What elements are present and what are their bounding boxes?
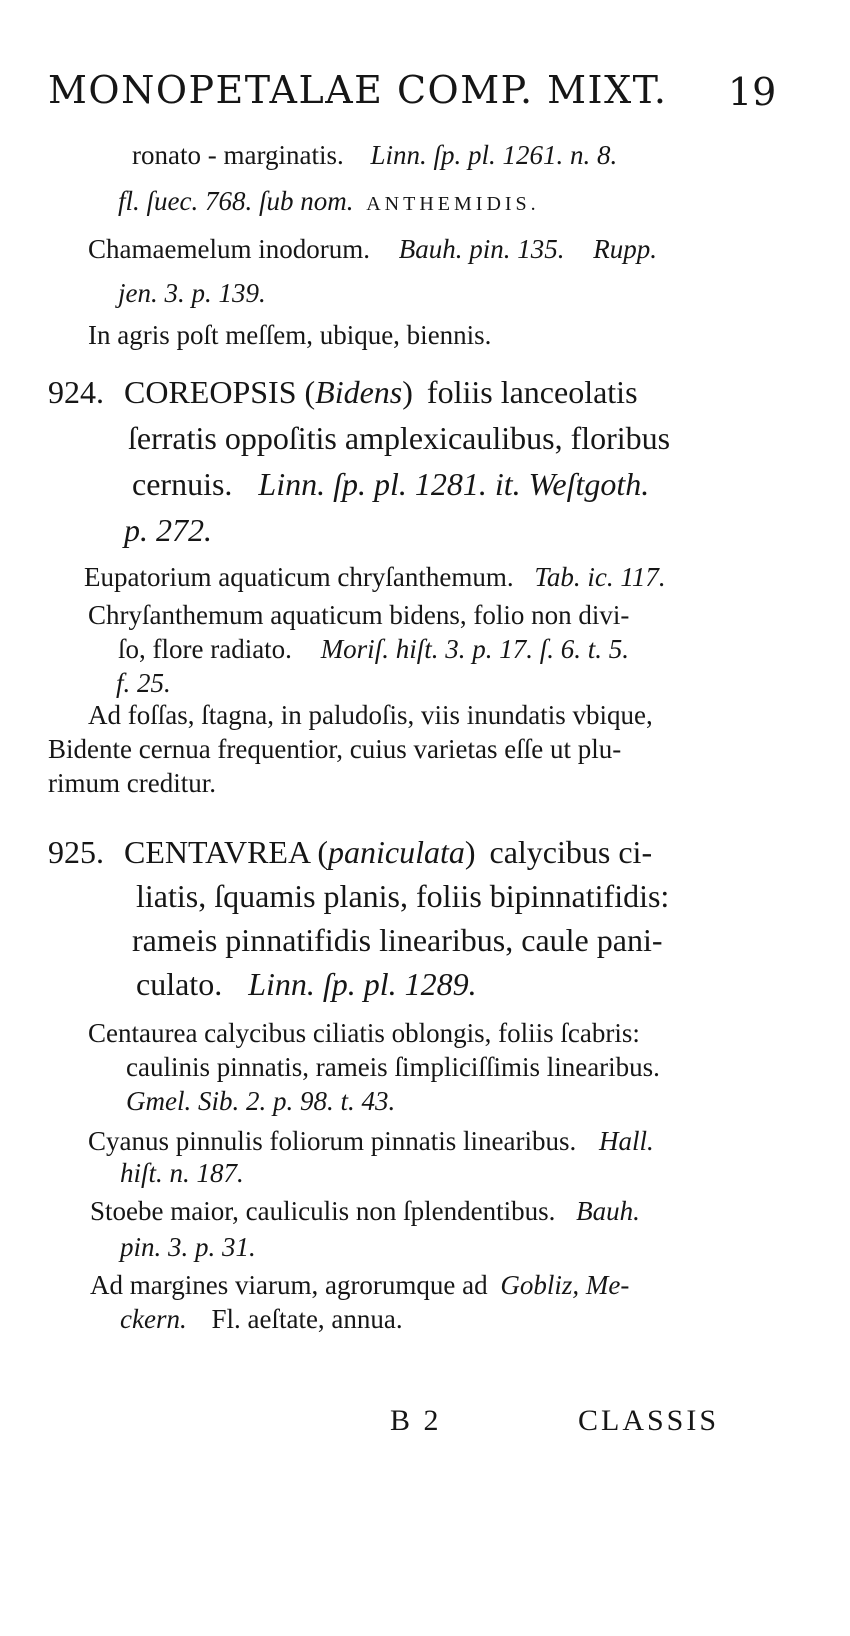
page-number: 19 (728, 70, 777, 114)
text-line: jen. 3. p. 139. (118, 278, 266, 308)
entry-number: 924. (48, 374, 104, 410)
text-line: rimum creditur. (48, 768, 216, 798)
text-line: fl. ſuec. 768. ſub nom. ANTHEMIDIS. (118, 186, 540, 216)
text-line: Chryſanthemum aquaticum bidens, folio non divi- (88, 600, 630, 630)
entry-heading-925: 925. CENTAVREA (paniculata) calycibus ci- (48, 834, 653, 870)
text-line: ronato - marginatis. Linn. ſp. pl. 1261. n. 8. (132, 140, 618, 170)
text-line: ſo, flore radiato. Moriſ. hiſt. 3. p. 17. ſ. 6. t. 5. (118, 634, 629, 664)
entry-heading-924: 924. COREOPSIS (Bidens) foliis lanceolatis (48, 374, 638, 410)
text-line: hiſt. n. 187. (120, 1158, 244, 1188)
text-line: Eupatorium aquaticum chryſanthemum. Tab. ic. 117. (84, 562, 666, 592)
text-line: cernuis. Linn. ſp. pl. 1281. it. Weſtgoth. (132, 466, 650, 502)
text-line: Chamaemelum inodorum. Bauh. pin. 135. Rupp. (88, 234, 657, 264)
text-line: pin. 3. p. 31. (120, 1232, 256, 1262)
text-line: Gmel. Sib. 2. p. 98. t. 43. (126, 1086, 396, 1116)
text-line: f. 25. (116, 668, 171, 698)
genus-name: CENTAVREA (124, 834, 310, 870)
text-line: Cyanus pinnulis foliorum pinnatis linearibus. Hall. (88, 1126, 654, 1156)
text-line: p. 272. (124, 512, 212, 548)
text-line: Centaurea calycibus ciliatis oblongis, foliis ſcabris: (88, 1018, 640, 1048)
text-line: In agris poſt meſſem, ubique, biennis. (88, 320, 492, 350)
catchword: CLASSIS (578, 1404, 720, 1437)
entry-number: 925. (48, 834, 104, 870)
signature-mark: B 2 (390, 1404, 442, 1437)
text-line: Ad foſſas, ſtagna, in paludoſis, viis inundatis vbique, (88, 700, 653, 730)
text-line: liatis, ſquamis planis, foliis bipinnatifidis: (136, 878, 670, 914)
text-line: Bidente cernua frequentior, cuius varietas eſſe ut plu- (48, 734, 622, 764)
text-line: Stoebe maior, cauliculis non ſplendentibus. Bauh. (90, 1196, 640, 1226)
species-name: Bidens (315, 374, 403, 410)
text-line: ſerratis oppoſitis amplexicaulibus, floribus (128, 420, 671, 456)
text-line: Ad margines viarum, agrorumque ad Gobliz, Me- (90, 1270, 630, 1300)
text-line: culato. Linn. ſp. pl. 1289. (136, 966, 477, 1002)
text-line: rameis pinnatifidis linearibus, caule pani- (132, 922, 663, 958)
genus-name: COREOPSIS (124, 374, 297, 410)
text-line: caulinis pinnatis, rameis ſimpliciſſimis linearibus. (126, 1052, 660, 1082)
species-name: paniculata (327, 834, 465, 870)
running-title: MONOPETALAE COMP. MIXT. (48, 68, 668, 112)
text-line: ckern. Fl. aeſtate, annua. (120, 1304, 403, 1334)
